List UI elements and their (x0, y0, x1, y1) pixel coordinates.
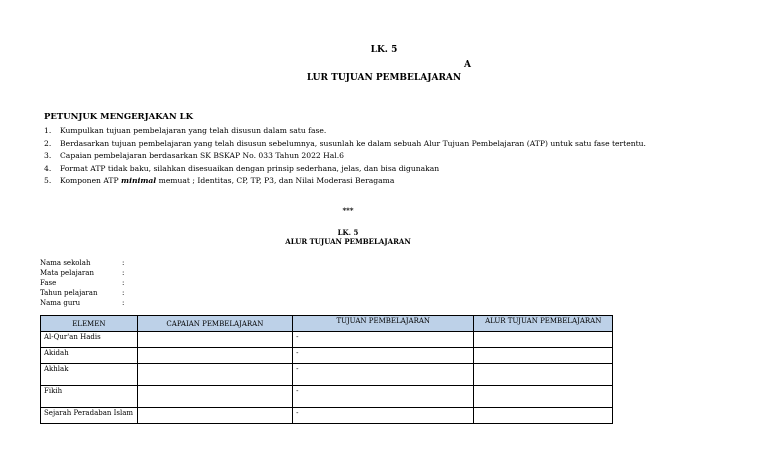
instructions-list (44, 125, 646, 188)
section-separator: *** (342, 206, 354, 215)
field-colon: : (122, 289, 125, 297)
instruction-number: 2. (44, 138, 52, 148)
instruction-item (44, 175, 646, 188)
cell-atp[interactable] (474, 364, 613, 386)
header-alur-tujuan-pembelajaran: ALUR TUJUAN PEMBELAJARAN (474, 316, 613, 332)
header-tujuan-pembelajaran: TUJUAN PEMBELAJARAN (293, 316, 474, 332)
instruction-item (44, 163, 646, 176)
worksheet-subtitle: ALUR TUJUAN PEMBELAJARAN (285, 237, 411, 246)
table-row (41, 348, 613, 364)
cell-elemen: Al-Qur'an Hadis (41, 332, 138, 348)
instruction-number: 5. (44, 176, 52, 185)
instruction-number: 1. (44, 126, 52, 135)
instruction-item (44, 125, 646, 138)
page-subtitle: LUR TUJUAN PEMBELAJARAN (306, 73, 462, 83)
table-row (41, 386, 613, 408)
field-tahun-pelajaran (40, 288, 124, 298)
cell-tp[interactable]: - (293, 332, 474, 348)
instruction-item (44, 150, 646, 163)
cell-atp[interactable] (474, 408, 613, 424)
field-colon: : (122, 279, 125, 287)
cell-tp[interactable]: - (293, 348, 474, 364)
field-colon: : (122, 299, 125, 307)
cell-atp[interactable] (474, 386, 613, 408)
instruction-text: Capaian pembelajaran berdasarkan SK BSKAP No. 033 Tahun 2022 Hal.6 (60, 151, 344, 160)
instruction-number: 3. (44, 151, 52, 160)
page-title: LK. 5 (370, 45, 398, 55)
instruction-item (44, 138, 646, 151)
cell-cp[interactable] (137, 408, 292, 424)
field-label: Mata pelajaran (40, 269, 94, 277)
instruction-text-post: memuat ; Identitas, CP, TP, P3, dan Nilai Moderasi Beragama (156, 176, 395, 185)
page-title-fragment: A (464, 60, 471, 70)
header-capaian-pembelajaran: CAPAIAN PEMBELAJARAN (137, 316, 292, 332)
instruction-text: Kumpulkan tujuan pembelajaran yang telah disusun dalam satu fase. (60, 126, 327, 135)
field-colon: : (122, 259, 125, 267)
cell-cp[interactable] (137, 332, 292, 348)
field-label: Nama sekolah (40, 259, 91, 267)
cell-elemen: Sejarah Peradaban Islam (41, 408, 138, 424)
cell-tp[interactable]: - (293, 364, 474, 386)
worksheet-title: LK. 5 (337, 228, 359, 237)
field-mata-pelajaran (40, 268, 124, 278)
field-label: Fase (40, 279, 57, 287)
cell-tp[interactable]: - (293, 386, 474, 408)
cell-cp[interactable] (137, 364, 292, 386)
field-nama-guru (40, 298, 124, 308)
table-row (41, 408, 613, 424)
field-label: Nama guru (40, 299, 81, 307)
header-elemen: ELEMEN (41, 316, 138, 332)
atp-table (40, 315, 613, 424)
table-row (41, 364, 613, 386)
table-row (41, 332, 613, 348)
field-label: Tahun pelajaran (40, 289, 98, 297)
instruction-text-pre: Komponen ATP (60, 176, 122, 185)
cell-elemen: Akidah (41, 348, 138, 364)
identity-fields (40, 258, 124, 308)
cell-elemen: Fikih (41, 386, 138, 408)
cell-cp[interactable] (137, 386, 292, 408)
cell-elemen: Akhlak (41, 364, 138, 386)
instruction-emphasis: minimal (121, 176, 157, 185)
field-fase (40, 278, 124, 288)
instructions-heading: PETUNJUK MENGERJAKAN LK (44, 112, 193, 122)
field-colon: : (122, 269, 125, 277)
instruction-text: Berdasarkan tujuan pembelajaran yang telah disusun sebelumnya, susunlah ke dalam sebuah Alur Tujuan Pembelajaran (ATP) untuk satu fase tertentu. (60, 138, 646, 148)
instruction-text: Format ATP tidak baku, silahkan disesuaikan dengan prinsip sederhana, jelas, dan bisa digunakan (60, 163, 440, 173)
field-nama-sekolah (40, 258, 124, 268)
cell-atp[interactable] (474, 348, 613, 364)
instruction-number: 4. (44, 163, 52, 173)
cell-cp[interactable] (137, 348, 292, 364)
cell-tp[interactable]: - (293, 408, 474, 424)
table-header-row (41, 316, 613, 332)
cell-atp[interactable] (474, 332, 613, 348)
